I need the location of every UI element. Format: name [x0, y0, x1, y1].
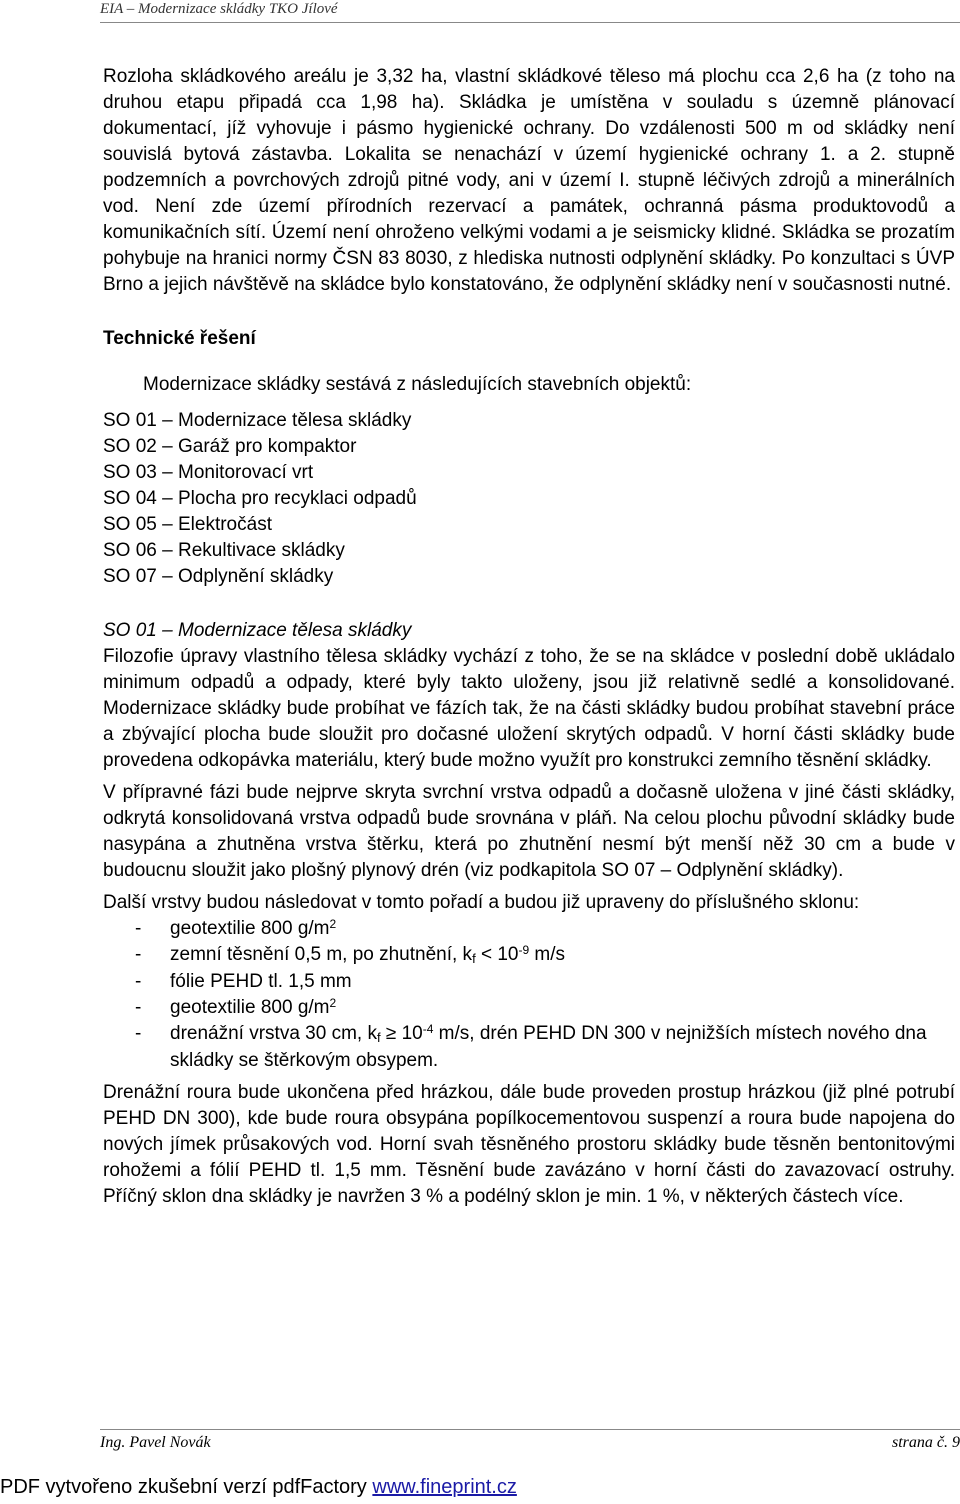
so01-paragraph-4: Drenážní roura bude ukončena před hrázkou, dále bude proveden prostup hrázkou (již plné potrubí PEHD DN 300), kde bude roura obsypána popílkocementovou suspenzí a roura bude napojena do nových jímek průsakových vod. Horní svah těsněného prostoru skládky bude těsněn bentonitovými rohožemi a fólií PEHD tl. 1,5 mm. Těsnění bude zavázáno v horní části do zavazovací ostruhy. Příčný sklon dna skládky je navržen 3 % a podélný sklon je min. 1 %, v některých částech více. — [103, 1082, 955, 1207]
intro-paragraph: Rozloha skládkového areálu je 3,32 ha, vlastní skládkové těleso má plochu cca 2,6 ha (z toho na druhou etapu připadá cca 1,98 ha). Skládka je umístěna v souladu s územně plánovací dokumentací, jíž vyhovuje i pásmo hygienické ochrany. Do vzdálenosti 500 m od skládky není souvislá bytová zástavba. Lokalita se nenachází v území hygienické ochrany 1. a 2. stupně podzemních a povrchových zdrojů pitné vody, ani v území I. stupně léčivých zdrojů a minerálních vod. Není zde území přírodních rezervací a památek, ochranná pásma produktovodů a komunikačních sítí. Území není ohroženo velkými vodami a je seismicky klidné. Skládka se prozatím pohybuje na hranici normy ČSN 83 8030, z hlediska nutnosti odplynění skládky. Po konzultaci s ÚVP Brno a jejich návštěvě na skládce bylo konstatováno, že odplynění skládky není v současnosti nutné. — [103, 66, 955, 295]
footer-page-number: strana č. 9 — [892, 1434, 960, 1451]
layer-rest: m/s, drén PEHD DN 300 v nejnižších místech nového dna skládky se štěrkovým obsypem. — [170, 1023, 927, 1071]
pdf-trial-note — [0, 1474, 517, 1500]
list-item: - drenážní vrstva 30 cm, kf ≥ $10^{-4}$ m/s, drén PEHD DN 300 v nejnižších místech nového dna skládky se štěrkovým obsypem. — [135, 1022, 927, 1071]
section-heading-technical: Technické řešení — [103, 328, 256, 349]
superscript: -4 — [422, 1022, 434, 1036]
list-item: - geotextilie 800 $g/m^2$ — [135, 996, 337, 1018]
layer-text: geotextilie 800 g/m — [170, 918, 330, 939]
layer-text: zemní těsnění 0,5 m, po zhutnění, k — [170, 944, 473, 965]
page-footer — [100, 1433, 960, 1453]
objects-intro: Modernizace skládky sestává z následujících stavebních objektů: — [143, 374, 692, 395]
list-item: SO 03 – Monitorovací vrt — [103, 462, 314, 483]
list-item: SO 07 – Odplynění skládky — [103, 566, 334, 587]
so01-paragraph-3: Další vrstvy budou následovat v tomto pořadí a budou již upraveny do příslušného sklonu: — [103, 892, 860, 913]
subscript: f — [472, 951, 476, 966]
layer-unit: m/s — [529, 944, 566, 965]
running-header: EIA – Modernizace skládky TKO Jílové — [100, 1, 338, 17]
list-item: - zemní těsnění 0,5 m, po zhutnění, kf < $10^{-9}$ m/s — [135, 943, 566, 966]
list-item: - geotextilie 800 $g/m^2$ — [135, 917, 337, 939]
subsection-heading-so01: SO 01 – Modernizace tělesa skládky — [103, 620, 412, 641]
so01-paragraph-2: V přípravné fázi bude nejprve skryta svrchní vrstva odpadů a dočasně uložena v jiné části skládky, odkrytá konsolidovaná vrstva odpadů bude srovnána v pláň. Na celou plochu původní skládky bude nasypána a zhutněna vrstva štěrku, která po zhutnění nesmí být menší něž 30 cm a bude v budoucnu sloužit jako plošný plynový drén (viz podkapitola SO 07 – Odplynění skládky). — [103, 782, 955, 881]
building-objects-list — [103, 408, 955, 590]
list-item: SO 05 – Elektročást — [103, 514, 272, 535]
list-item: SO 02 – Garáž pro kompaktor — [103, 436, 357, 457]
header-divider — [100, 22, 960, 23]
list-item: SO 01 – Modernizace tělesa skládky — [103, 410, 412, 431]
subscript: f — [376, 1030, 381, 1045]
superscript: 2 — [329, 996, 337, 1010]
list-item: SO 06 – Rekultivace skládky — [103, 540, 345, 561]
layer-text: geotextilie 800 g/m — [170, 997, 330, 1018]
superscript: -9 — [518, 943, 530, 957]
page-content — [103, 64, 955, 1210]
list-item: SO 04 – Plocha pro recyklaci odpadů — [103, 488, 417, 509]
layer-text: drenážní vrstva 30 cm, k — [170, 1023, 377, 1044]
superscript: 2 — [329, 917, 337, 931]
so01-paragraph-1: Filozofie úpravy vlastního tělesa skládky vychází z toho, že se na skládce v poslední době ukládalo minimum odpadů a odpady, které byly takto uloženy, jsou již relativně sedlé a konsolidované. Modernizace skládky bude probíhat ve fázích tak, že na části skládky budou probíhat stavební práce a zbývající plocha bude sloužit pro dočasné uložení skrytých odpadů. V horní části skládky bude provedena odkopávka materiálu, který bude možno využít pro konstrukci zemního těsnění skládky. — [103, 646, 955, 771]
layer-text: fólie PEHD tl. 1,5 mm — [170, 971, 352, 992]
pdf-note-text: PDF vytvořeno zkušební verzí pdfFactory — [0, 1476, 373, 1498]
fineprint-link[interactable]: www.fineprint.cz — [372, 1476, 517, 1498]
layer-relation: ≥ 10 — [380, 1023, 423, 1044]
list-item: - fólie PEHD tl. 1,5 mm — [135, 971, 352, 992]
layer-relation: < 10 — [475, 944, 519, 965]
footer-author: Ing. Pavel Novák — [100, 1434, 211, 1451]
footer-divider — [100, 1429, 960, 1430]
layer-list — [103, 916, 955, 1074]
